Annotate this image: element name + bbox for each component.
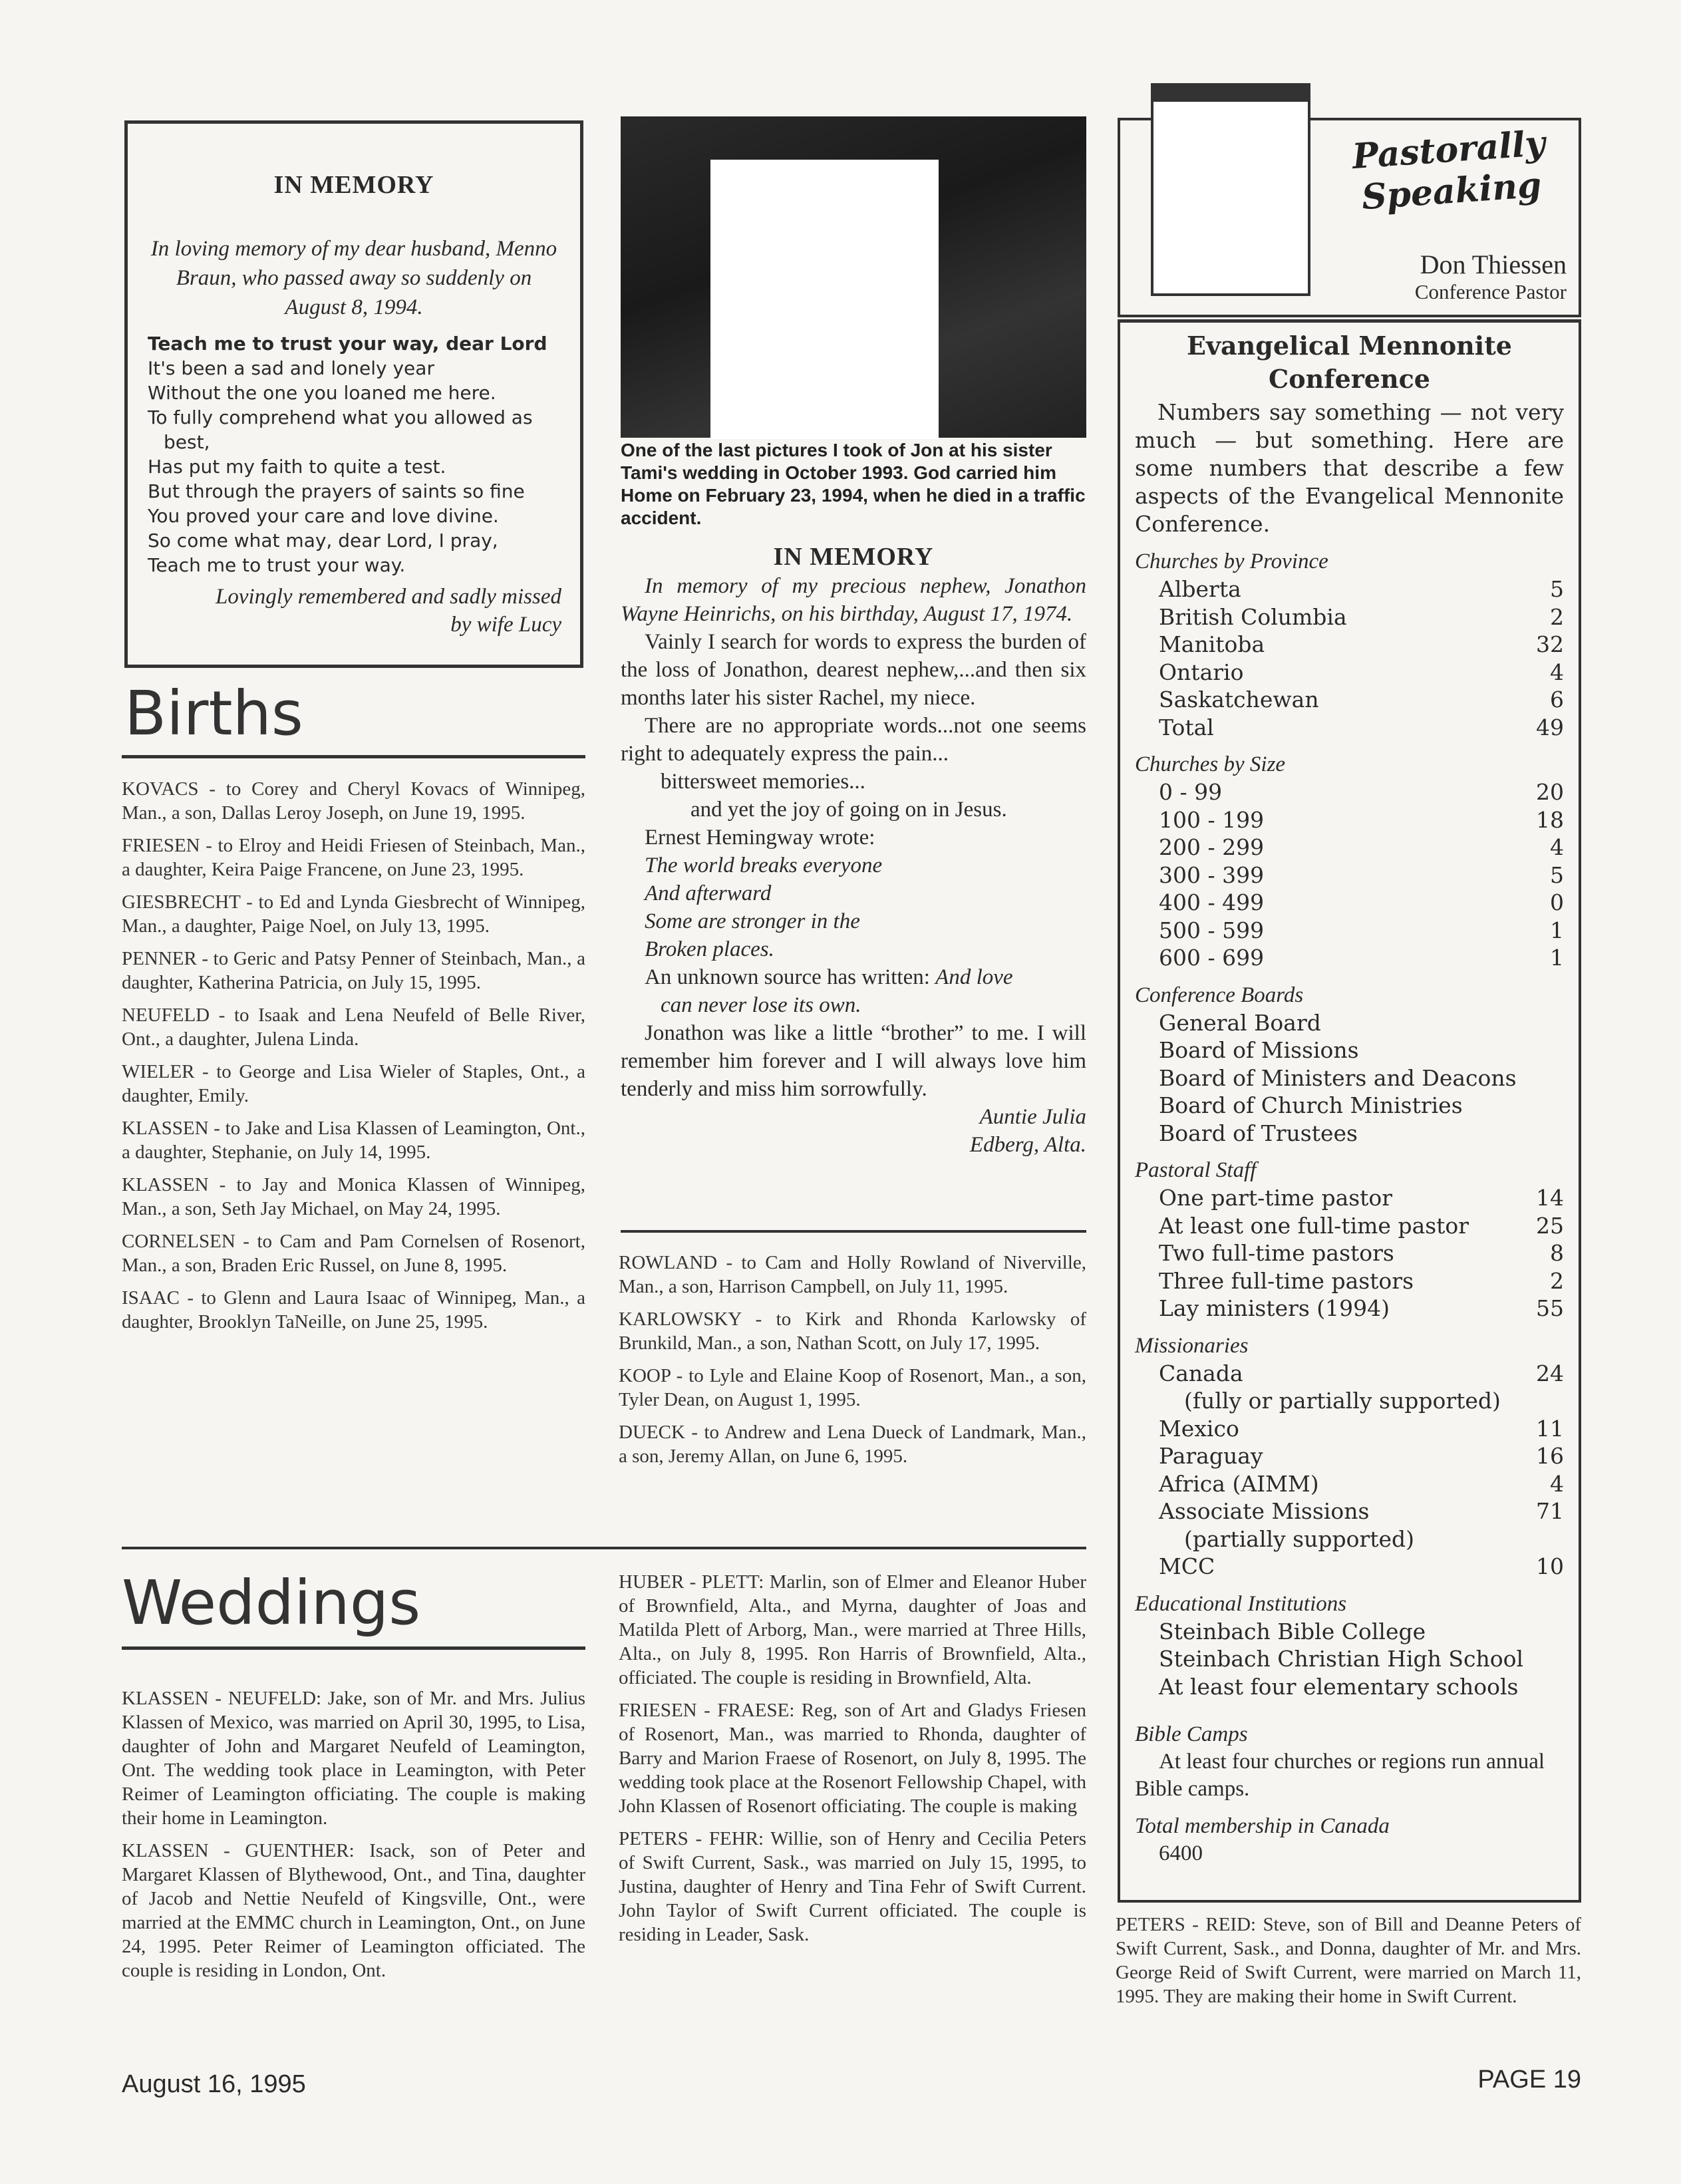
stats-row: [1135, 1645, 1564, 1673]
stats-value: 25: [1536, 1212, 1564, 1239]
stats-row: [1135, 1092, 1564, 1120]
stats-value: 8: [1550, 1240, 1564, 1266]
stats-value: 4: [1550, 834, 1564, 860]
memory2-paragraph: There are no appropriate words...not one seems right to adequately express the pain...: [621, 714, 1086, 766]
memory2-quote: And love: [935, 965, 1013, 989]
stats-row: [1135, 1267, 1564, 1295]
wedding-entry: KLASSEN - NEUFELD: Jake, son of Mr. and Mrs. Julius Klassen of Mexico, was married on April 30, 1995, to Lisa, daughter of John and Margaret Neufeld of Leamington, Ont. The wedding took place in Leamington, with Peter Reimer of Leamington officiating. The couple is making their home in Leamington.: [122, 1688, 585, 1829]
stats-row: [1135, 834, 1564, 861]
stats-value: 1: [1550, 945, 1564, 971]
stats-label: General Board: [1159, 1009, 1321, 1036]
stats-row: [1135, 659, 1564, 687]
stats-row: [1135, 861, 1564, 889]
stats-list: [1135, 1184, 1564, 1323]
stats-label: 600 - 699: [1159, 945, 1265, 971]
stats-row: [1135, 889, 1564, 917]
stats-heading: Total membership in Canada: [1135, 1814, 1390, 1838]
birth-entry: CORNELSEN - to Cam and Pam Cornelsen of Rosenort, Man., a son, Braden Eric Russel, on June 8, 1995.: [122, 1231, 585, 1276]
poem-line: It's been a sad and lonely year: [148, 357, 434, 379]
weddings-divider: [122, 1646, 585, 1650]
in-memory-box: [124, 120, 583, 668]
pastor-photo: [1151, 83, 1310, 296]
stats-row: [1135, 1064, 1564, 1092]
stats-value: 10: [1536, 1553, 1564, 1579]
stats-label: Paraguay: [1159, 1443, 1263, 1469]
stats-value: 2: [1550, 1267, 1564, 1294]
pastorally-speaking-line: Speaking: [1360, 164, 1543, 218]
pastor-name: Don Thiessen: [1420, 249, 1567, 279]
memory2-text: An unknown source has written:: [645, 965, 936, 989]
poem-line: Teach me to trust your way, dear Lord: [148, 333, 547, 355]
stats-list: [1135, 1009, 1564, 1148]
weddings-list-col3: [1116, 1913, 1581, 2017]
quote-line: And afterward: [645, 881, 772, 905]
stats-row: [1135, 1295, 1564, 1323]
quote-line: Broken places.: [645, 937, 774, 961]
births-list-col2: [619, 1251, 1086, 1477]
poem-line: To fully comprehend what you allowed as best,: [148, 406, 533, 453]
stats-label: Manitoba: [1159, 631, 1265, 657]
memory2-paragraph: Vainly I search for words to express the burden of the loss of Jonathon, dearest nephew,...and then six months later his sister Rachel, my niece.: [621, 630, 1086, 710]
stats-label: 400 - 499: [1159, 889, 1265, 915]
emc-title-line: Evangelical Mennonite: [1187, 331, 1512, 361]
stats-row: [1135, 686, 1564, 714]
memory2-line: Ernest Hemingway wrote:: [645, 826, 875, 850]
stats-value: 16: [1536, 1443, 1564, 1469]
stats-label: Ontario: [1159, 659, 1244, 685]
weddings-list-col1: [122, 1686, 585, 1991]
memory2-title: IN MEMORY: [773, 543, 934, 571]
stats-row: [1135, 1360, 1564, 1388]
stats-row: [1135, 1497, 1564, 1525]
memory2-divider: [621, 1230, 1086, 1233]
pastor-role: Conference Pastor: [1414, 280, 1567, 303]
birth-entry: DUECK - to Andrew and Lena Dueck of Landmark, Man., a son, Jeremy Allan, on June 6, 1995.: [619, 1422, 1086, 1467]
quote-line: can never lose its own.: [661, 993, 861, 1017]
stats-row: [1135, 1387, 1564, 1415]
birth-entry: ROWLAND - to Cam and Holly Rowland of Niverville, Man., a son, Harrison Campbell, on July 11, 1995.: [619, 1252, 1086, 1297]
birth-entry: KARLOWSKY - to Kirk and Rhonda Karlowsky of Brunkild, Man., a son, Nathan Scott, on July 17, 1995.: [619, 1309, 1086, 1354]
wedding-entry: KLASSEN - GUENTHER: Isack, son of Peter and Margaret Klassen of Blythewood, Ont., and Tina, daughter of Jacob and Nettie Neufeld of Kingsville, Ont., were married at the EMMC church in Leamington, Ont., on June 24, 1995. Peter Reimer of Leamington officiated. The couple is residing in London, Ont.: [122, 1840, 585, 1981]
stats-row: [1135, 575, 1564, 603]
stats-row: [1135, 603, 1564, 631]
stats-value: 0: [1550, 889, 1564, 915]
birth-entry: FRIESEN - to Elroy and Heidi Friesen of Steinbach, Man., a daughter, Keira Paige Francene, on June 23, 1995.: [122, 835, 585, 880]
memory2-line: bittersweet memories...: [661, 770, 865, 794]
stats-heading: Pastoral Staff: [1135, 1158, 1257, 1182]
page-number: PAGE 19: [1477, 2066, 1581, 2094]
stats-row: [1135, 1120, 1564, 1148]
birth-entry: PENNER - to Geric and Patsy Penner of Steinbach, Man., a daughter, Katherina Patricia, on July 15, 1995.: [122, 948, 585, 993]
stats-label: (partially supported): [1184, 1525, 1415, 1552]
stats-row: [1135, 1525, 1564, 1553]
stats-value: 6: [1550, 687, 1564, 712]
wedding-entry: FRIESEN - FRAESE: Reg, son of Art and Gladys Friesen of Rosenort, Man., was married to Rhonda, daughter of Barry and Marion Fraese of Rosenort, on July 8, 1995. The wedding took place at the Rosenort Fellowship Chapel, with John Klassen of Rosenort officiating. The couple is making: [619, 1700, 1086, 1817]
stats-label: 100 - 199: [1159, 806, 1265, 833]
birth-entry: WIELER - to George and Lisa Wieler of Staples, Ont., a daughter, Emily.: [122, 1061, 585, 1106]
stats-row: [1135, 1239, 1564, 1267]
photo-redaction: [710, 160, 939, 439]
stats-label: Saskatchewan: [1159, 687, 1319, 712]
stats-value: 5: [1550, 576, 1564, 602]
emc-stats-box: [1118, 319, 1581, 1903]
memory-intro: In loving memory of my dear husband, Menno Braun, who passed away so suddenly on August 8, 1994.: [150, 237, 557, 319]
poem-line: You proved your care and love divine.: [148, 505, 499, 527]
stats-row: [1135, 806, 1564, 834]
stats-row: [1135, 917, 1564, 945]
stats-heading: Bible Camps: [1135, 1722, 1248, 1746]
stats-label: Canada: [1159, 1360, 1243, 1386]
quote-line: Some are stronger in the: [645, 909, 860, 933]
memory2-line: and yet the joy of going on in Jesus.: [690, 798, 1007, 822]
stats-row: [1135, 1673, 1564, 1701]
stats-value: 18: [1536, 806, 1564, 833]
birth-entry: KLASSEN - to Jay and Monica Klassen of Winnipeg, Man., a son, Seth Jay Michael, on May 24, 1995.: [122, 1174, 585, 1219]
stats-label: Two full-time pastors: [1159, 1240, 1394, 1266]
birth-entry: KOVACS - to Corey and Cheryl Kovacs of Winnipeg, Man., a son, Dallas Leroy Joseph, on June 19, 1995.: [122, 778, 585, 824]
stats-label: Three full-time pastors: [1159, 1267, 1414, 1294]
pastorally-speaking-line: Pastorally: [1350, 123, 1547, 178]
stats-value: 32: [1536, 631, 1564, 657]
stats-row: [1135, 1184, 1564, 1212]
emc-title-line: Conference: [1269, 364, 1430, 394]
memory-signature: [144, 583, 561, 639]
memory2-paragraph: In memory of my precious nephew, Jonathon Wayne Heinrichs, on his birthday, August 17, 1974.: [621, 574, 1086, 626]
stats-value: 14: [1536, 1185, 1564, 1211]
births-heading: Births: [124, 678, 303, 749]
stats-list: [1135, 778, 1564, 972]
poem-line: So come what may, dear Lord, I pray,: [148, 530, 498, 551]
stats-heading: Churches by Province: [1135, 549, 1328, 573]
weddings-list-col2: [619, 1570, 1086, 1955]
stats-row: [1135, 1036, 1564, 1064]
stats-heading: Churches by Size: [1135, 752, 1286, 776]
wedding-entry: PETERS - FEHR: Willie, son of Henry and Cecilia Peters of Swift Current, Sask., was married on July 15, 1995, to Justina, daughter of Henry and Tina Fehr of Swift Current. John Taylor of Swift Current officiated. The couple is residing in Leader, Sask.: [619, 1828, 1086, 1945]
poem-line: Without the one you loaned me here.: [148, 382, 496, 404]
wedding-entry: HUBER - PLETT: Marlin, son of Elmer and Eleanor Huber of Brownfield, Alta., and Myrna, daughter of Joas and Matilda Plett of Arborg, Man., were married at Three Hills, Alta., on July 8, 1995. Ron Harris of Brownfield, Alta., officiated. The couple is residing in Brownfield, Alta.: [619, 1571, 1086, 1688]
stats-row: [1135, 1009, 1564, 1037]
stats-list: [1135, 1618, 1564, 1701]
poem-line: Has put my faith to quite a test.: [148, 456, 446, 478]
stats-row: [1135, 1618, 1564, 1646]
stats-row: [1135, 1212, 1564, 1240]
stats-value: 20: [1536, 779, 1564, 805]
stats-row: [1135, 1470, 1564, 1498]
stats-label: Board of Trustees: [1159, 1120, 1358, 1146]
stats-label: 0 - 99: [1159, 779, 1223, 805]
stats-list: [1135, 575, 1564, 741]
memory-signature-line: by wife Lucy: [450, 613, 561, 637]
camps-text: At least four churches or regions run annual Bible camps.: [1135, 1750, 1545, 1801]
footer-date: August 16, 1995: [122, 2070, 306, 2098]
wedding-entry: PETERS - REID: Steve, son of Bill and Deanne Peters of Swift Current, Sask., and Donna, daughter of Mr. and Mrs. George Reid of Swift Current, were married on March 11, 1995. They are making their home in Swift Current.: [1116, 1914, 1581, 2007]
memory2-body: [621, 572, 1086, 1159]
stats-row: [1135, 714, 1564, 742]
stats-value: 24: [1536, 1360, 1564, 1386]
membership-value: 6400: [1159, 1841, 1203, 1865]
stats-value: 49: [1536, 714, 1564, 740]
stats-row: [1135, 631, 1564, 659]
stats-label: Total: [1159, 714, 1214, 740]
quote-line: The world breaks everyone: [645, 854, 883, 877]
stats-label: 300 - 399: [1159, 861, 1265, 888]
stats-label: MCC: [1159, 1553, 1215, 1579]
stats-value: 11: [1536, 1415, 1564, 1442]
stats-heading: Conference Boards: [1135, 983, 1304, 1007]
stats-heading: Educational Institutions: [1135, 1591, 1347, 1616]
memory-title: IN MEMORY: [273, 171, 434, 199]
stats-value: 5: [1550, 861, 1564, 888]
weddings-top-divider: [122, 1547, 1086, 1549]
birth-entry: ISAAC - to Glenn and Laura Isaac of Winnipeg, Man., a daughter, Brooklyn TaNeille, on June 25, 1995.: [122, 1287, 585, 1332]
poem-line: Teach me to trust your way.: [148, 554, 406, 576]
birth-entry: NEUFELD - to Isaak and Lena Neufeld of Belle River, Ont., a daughter, Julena Linda.: [122, 1005, 585, 1050]
weddings-heading: Weddings: [122, 1567, 421, 1638]
stats-value: 2: [1550, 603, 1564, 630]
stats-label: Mexico: [1159, 1415, 1239, 1442]
births-list-col1: [122, 777, 585, 1342]
stats-value: 1: [1550, 917, 1564, 943]
stats-label: Steinbach Bible College: [1159, 1618, 1426, 1644]
stats-label: Board of Church Ministries: [1159, 1092, 1463, 1118]
stats-row: [1135, 1442, 1564, 1470]
stats-label: Alberta: [1159, 576, 1241, 602]
stats-row: [1135, 944, 1564, 972]
stats-label: At least one full-time pastor: [1159, 1212, 1469, 1239]
stats-value: 71: [1536, 1498, 1564, 1524]
stats-label: Board of Ministers and Deacons: [1159, 1064, 1517, 1091]
stats-label: (fully or partially supported): [1184, 1388, 1501, 1414]
stats-row: [1135, 1553, 1564, 1581]
emc-intro: Numbers say something — not very much — but something. Here are some numbers that describe a few aspects of the Evangelical Mennonite Conference.: [1135, 399, 1564, 537]
stats-list: [1135, 1360, 1564, 1581]
memory2-paragraph: Jonathon was like a little “brother” to me. I will remember him forever and I will always love him tenderly and miss him sorrowfully.: [621, 1021, 1086, 1101]
births-divider: [122, 755, 585, 758]
poem-line: But through the prayers of saints so fine: [148, 480, 525, 502]
stats-label: At least four elementary schools: [1159, 1673, 1519, 1700]
memory2-signature: Edberg, Alta.: [969, 1133, 1086, 1157]
stats-label: Associate Missions: [1159, 1498, 1370, 1524]
stats-value: 4: [1550, 1470, 1564, 1497]
stats-label: Board of Missions: [1159, 1037, 1359, 1063]
memory-signature-line: Lovingly remembered and sadly missed: [216, 585, 561, 609]
stats-value: 55: [1536, 1295, 1564, 1321]
stats-label: 500 - 599: [1159, 917, 1265, 943]
stats-label: Steinbach Christian High School: [1159, 1646, 1524, 1672]
memory2-signature: Auntie Julia: [979, 1105, 1086, 1129]
emc-title: [1135, 329, 1564, 396]
memory-poem: [144, 331, 564, 577]
memory2-line: [621, 963, 1086, 991]
stats-label: Lay ministers (1994): [1159, 1295, 1390, 1321]
birth-entry: GIESBRECHT - to Ed and Lynda Giesbrecht of Winnipeg, Man., a daughter, Paige Noel, on July 13, 1995.: [122, 891, 585, 937]
stats-heading: Missionaries: [1135, 1333, 1249, 1358]
stats-label: One part-time pastor: [1159, 1185, 1393, 1211]
stats-value: 4: [1550, 659, 1564, 685]
birth-entry: KLASSEN - to Jake and Lisa Klassen of Leamington, Ont., a daughter, Stephanie, on July 14, 1995.: [122, 1118, 585, 1163]
stats-label: Africa (AIMM): [1159, 1470, 1319, 1497]
stats-row: [1135, 1415, 1564, 1443]
stats-label: 200 - 299: [1159, 834, 1265, 860]
stats-label: British Columbia: [1159, 603, 1347, 630]
birth-entry: KOOP - to Lyle and Elaine Koop of Rosenort, Man., a son, Tyler Dean, on August 1, 1995.: [619, 1365, 1086, 1410]
photo-caption: One of the last pictures I took of Jon at his sister Tami's wedding in October 1993. God carried him Home on February 23, 1994, when he died in a traffic accident.: [621, 440, 1086, 528]
stats-row: [1135, 778, 1564, 806]
pastorally-speaking-title: [1321, 121, 1579, 221]
